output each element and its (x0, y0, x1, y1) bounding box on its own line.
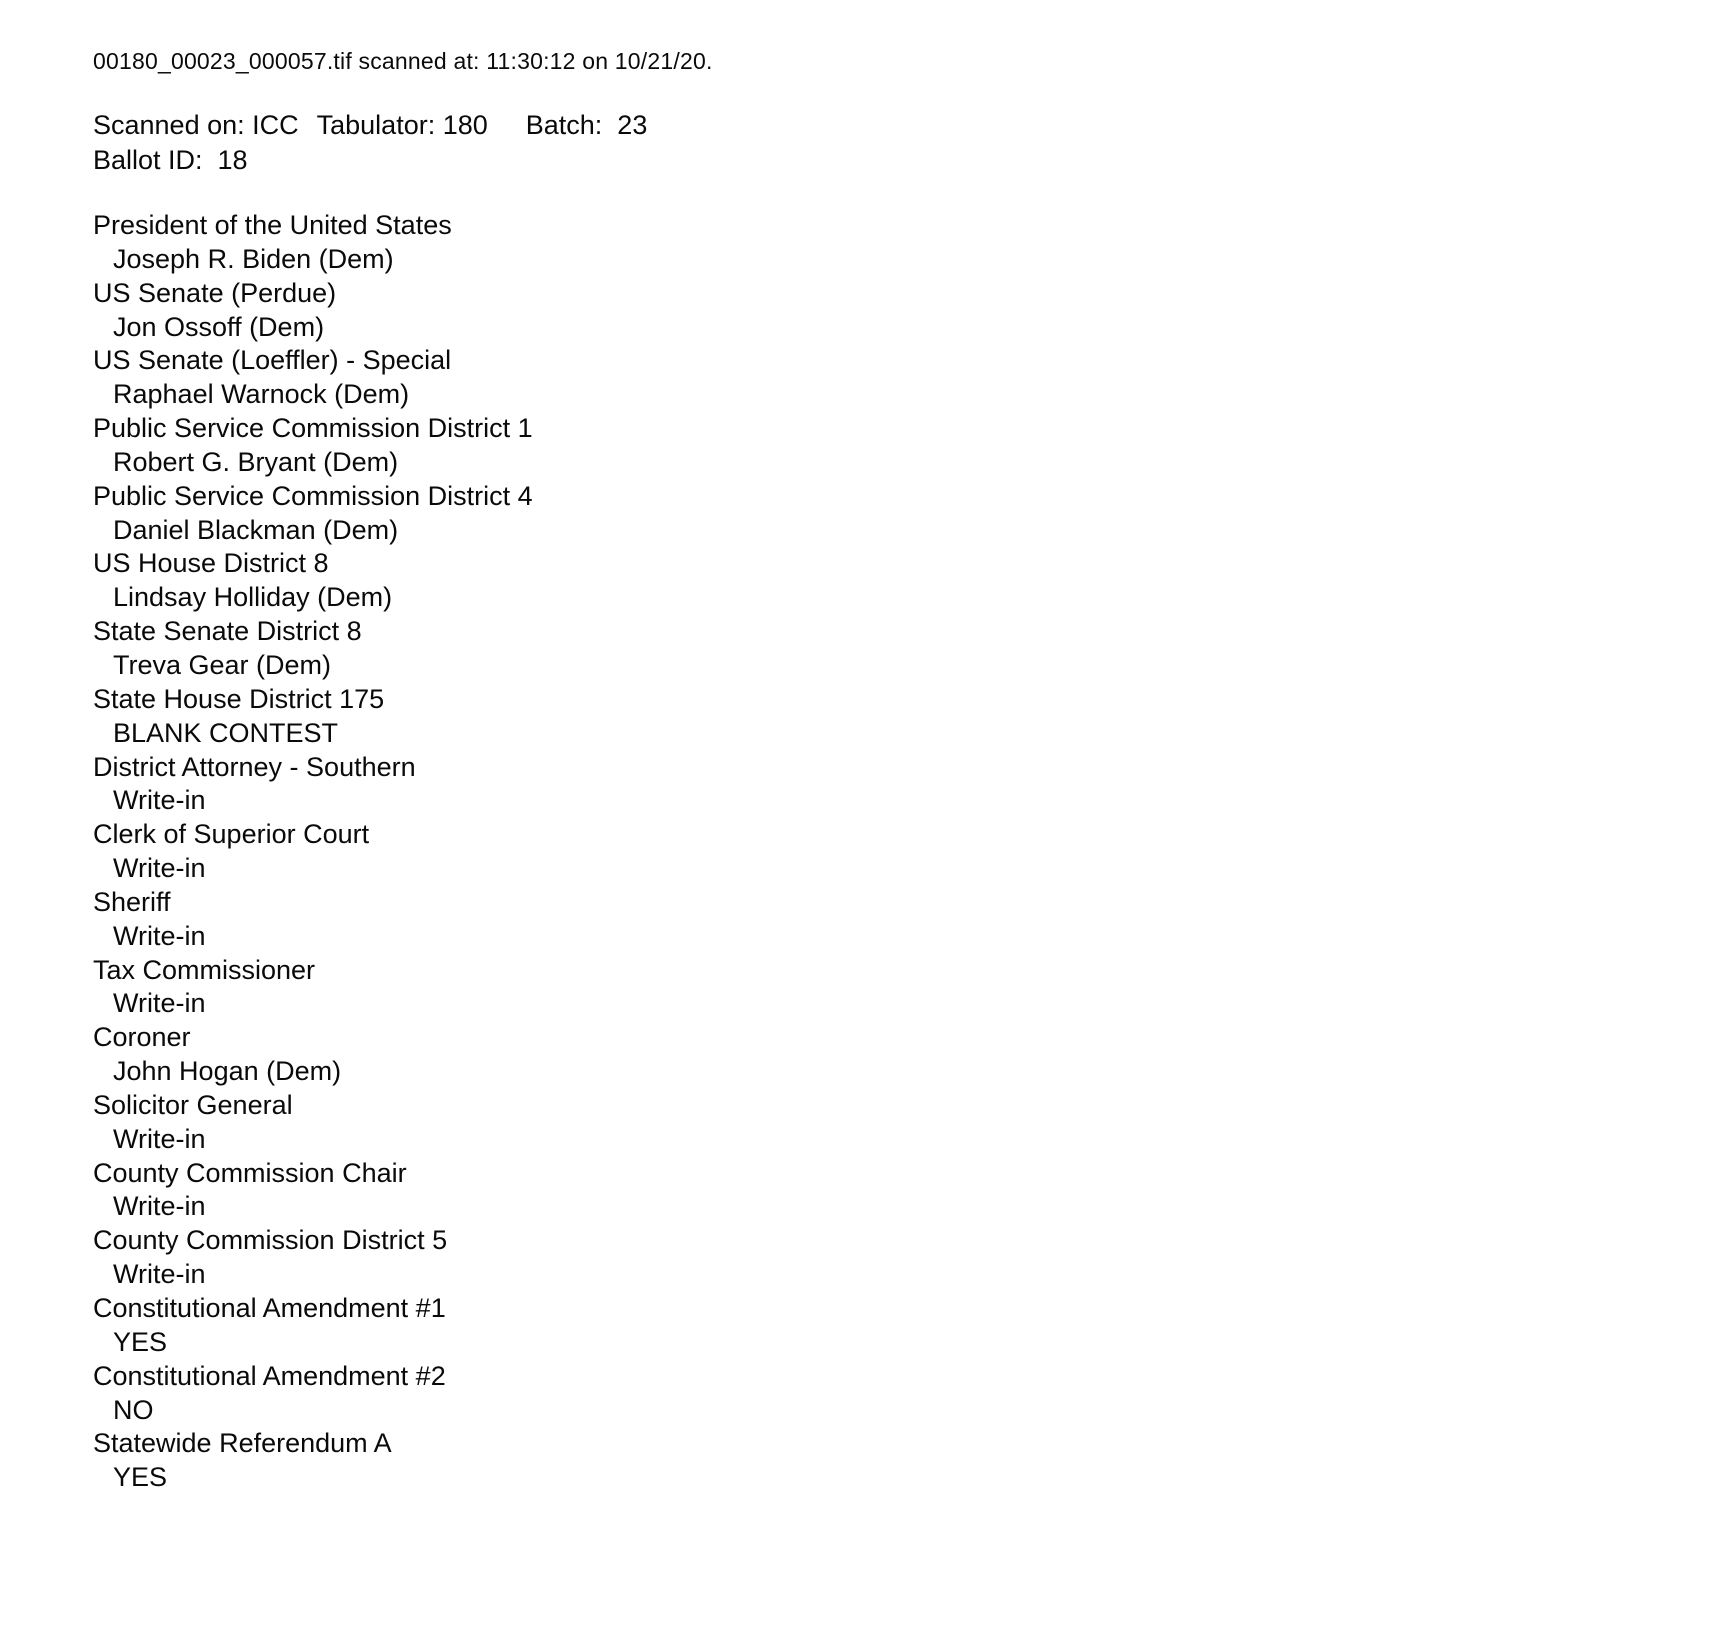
contest-row (93, 209, 1710, 277)
contest-title: Sheriff (93, 886, 171, 917)
contest-title: Statewide Referendum A (93, 1428, 392, 1459)
contest-title: Public Service Commission District 1 (93, 413, 533, 444)
contest-row (93, 751, 1710, 819)
contest-row (93, 1224, 1710, 1292)
contest-row (93, 412, 1710, 480)
contest-choice: BLANK CONTEST (113, 717, 339, 748)
contest-choice: Treva Gear (Dem) (113, 649, 332, 680)
contest-choice: Write-in (113, 1191, 206, 1222)
contest-row (93, 480, 1710, 548)
contest-title: State Senate District 8 (93, 616, 362, 647)
contest-choice: John Hogan (Dem) (113, 1056, 342, 1087)
contest-choice: YES (113, 1462, 168, 1493)
contest-choice: Write-in (113, 1259, 206, 1290)
ballot-id-field: Ballot ID: 18 (93, 145, 248, 175)
contest-choice: Write-in (113, 853, 206, 884)
contest-title: Constitutional Amendment #1 (93, 1293, 446, 1323)
contest-list (93, 209, 1710, 1495)
contest-choice: Jon Ossoff (Dem) (113, 311, 325, 342)
contest-row (93, 1157, 1710, 1225)
contest-title: State House District 175 (93, 683, 385, 714)
contest-row (93, 1360, 1710, 1428)
contest-choice: NO (113, 1394, 154, 1425)
contest-row (93, 886, 1710, 954)
contest-choice: Daniel Blackman (Dem) (113, 514, 399, 545)
contest-title: President of the United States (93, 210, 452, 240)
contest-row (93, 1427, 1710, 1495)
contest-row (93, 547, 1710, 615)
contest-choice: Write-in (113, 785, 206, 816)
contest-title: US Senate (Perdue) (93, 277, 337, 308)
contest-choice: Write-in (113, 920, 206, 951)
ballot-id-row (93, 143, 1710, 178)
contest-row (93, 1292, 1710, 1360)
contest-row (93, 277, 1710, 345)
contest-row (93, 683, 1710, 751)
contest-title: US House District 8 (93, 548, 329, 579)
scanned-on-field: Scanned on: ICC (93, 110, 299, 140)
contest-title: Constitutional Amendment #2 (93, 1360, 446, 1391)
contest-title: Solicitor General (93, 1089, 293, 1120)
contest-row (93, 1021, 1710, 1089)
contest-title: US Senate (Loeffler) - Special (93, 345, 452, 376)
contest-title: Coroner (93, 1022, 191, 1053)
contest-row (93, 1089, 1710, 1157)
contest-row (93, 818, 1710, 886)
scan-meta-row (93, 108, 1710, 143)
contest-choice: Write-in (113, 1123, 206, 1154)
contest-choice: Write-in (113, 988, 206, 1019)
contest-title: Clerk of Superior Court (93, 819, 370, 850)
scan-meta-block (93, 108, 1710, 178)
contest-choice: YES (113, 1326, 168, 1357)
contest-row (93, 954, 1710, 1022)
contest-choice: Raphael Warnock (Dem) (113, 379, 410, 410)
contest-row (93, 615, 1710, 683)
scan-file-line: 00180_00023_000057.tif scanned at: 11:30:12 on 10/21/20. (93, 48, 713, 74)
contest-choice: Robert G. Bryant (Dem) (113, 446, 399, 477)
tabulator-field: Tabulator: 180 (316, 110, 488, 140)
contest-title: Public Service Commission District 4 (93, 480, 533, 511)
contest-title: Tax Commissioner (93, 954, 316, 985)
contest-title: County Commission Chair (93, 1157, 407, 1188)
contest-choice: Joseph R. Biden (Dem) (113, 243, 394, 274)
contest-title: District Attorney - Southern (93, 751, 416, 782)
contest-choice: Lindsay Holliday (Dem) (113, 582, 393, 613)
batch-field: Batch: 23 (525, 110, 648, 140)
contest-row (93, 344, 1710, 412)
contest-title: County Commission District 5 (93, 1225, 448, 1256)
